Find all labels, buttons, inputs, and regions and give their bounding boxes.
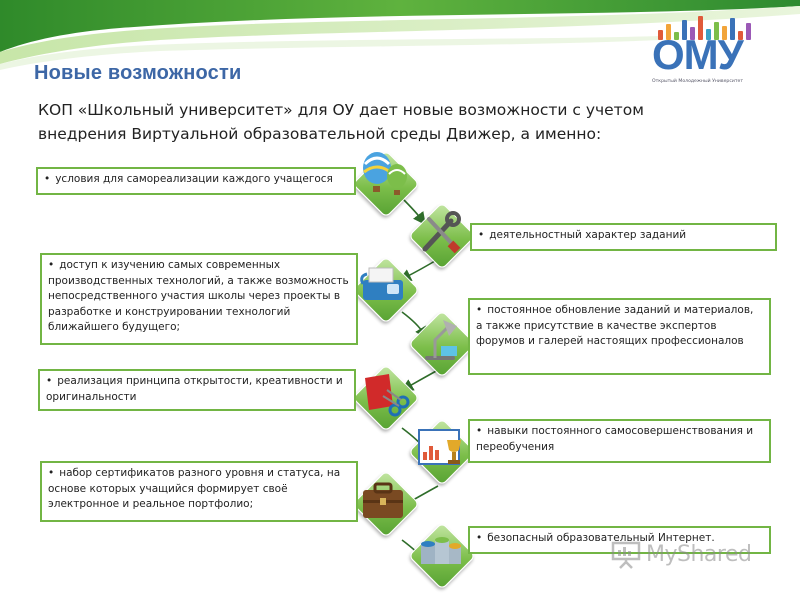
bullet: • bbox=[476, 425, 483, 437]
page-title: Новые возможности bbox=[34, 62, 242, 84]
paper-scissors-icon bbox=[355, 366, 411, 422]
bullet: • bbox=[48, 467, 55, 479]
item-text: деятельностный характер заданий bbox=[489, 229, 687, 241]
omu-logo bbox=[650, 8, 758, 88]
item-text: реализация принципа открытости, креативности и оригинальности bbox=[46, 375, 343, 403]
item-text: набор сертификатов разного уровня и статуса, на основе которых учащийся формирует своё электронное и реальное портфолио; bbox=[48, 467, 341, 510]
logo-caption: Открытый Молодежный Университет bbox=[652, 79, 744, 84]
bullet: • bbox=[478, 229, 485, 241]
item-text: навыки постоянного самосовершенствования и переобучения bbox=[476, 425, 754, 453]
item-text: условия для самореализации каждого учащегося bbox=[55, 173, 333, 185]
item-text: доступ к изучению самых современных производственных технологий, а также возможность непосредственного участия школы через проекты в разработке и конструировании технологий ближайшего будущего; bbox=[48, 259, 349, 333]
list-item-2 bbox=[470, 223, 777, 251]
bullet: • bbox=[476, 304, 483, 316]
list-item-5 bbox=[38, 369, 356, 411]
bullet: • bbox=[46, 375, 53, 387]
paint-buckets-icon bbox=[413, 522, 469, 578]
bullet: • bbox=[476, 532, 483, 544]
list-item-6 bbox=[468, 419, 771, 463]
item-text: безопасный образовательный Интернет. bbox=[487, 532, 715, 544]
desk-lamp-icon bbox=[413, 312, 469, 368]
briefcase-icon bbox=[355, 472, 411, 528]
bullet: • bbox=[44, 173, 51, 185]
list-item-1 bbox=[36, 167, 356, 195]
watermark-text: MyShared bbox=[646, 542, 752, 567]
wrench-tools-icon bbox=[413, 205, 469, 261]
myshared-watermark bbox=[610, 540, 780, 570]
list-item-4 bbox=[468, 298, 771, 375]
intro-text: КОП «Школьный университет» для ОУ дает новые возможности с учетом внедрения Виртуальной образовательной среды Движер, а именно: bbox=[38, 101, 644, 143]
presentation-board-icon bbox=[610, 540, 642, 570]
list-item-7 bbox=[40, 461, 358, 522]
bullet: • bbox=[48, 259, 55, 271]
logo-text: ОМУ bbox=[652, 31, 743, 78]
trophy-chart-icon bbox=[413, 420, 469, 476]
fax-machine-icon bbox=[355, 258, 411, 314]
hot-air-balloons-icon bbox=[355, 150, 411, 206]
item-text: постоянное обновление заданий и материалов, а также присутствие в качестве экспертов форумов и галерей настоящих профессионалов bbox=[476, 304, 754, 347]
list-item-3 bbox=[40, 253, 358, 345]
